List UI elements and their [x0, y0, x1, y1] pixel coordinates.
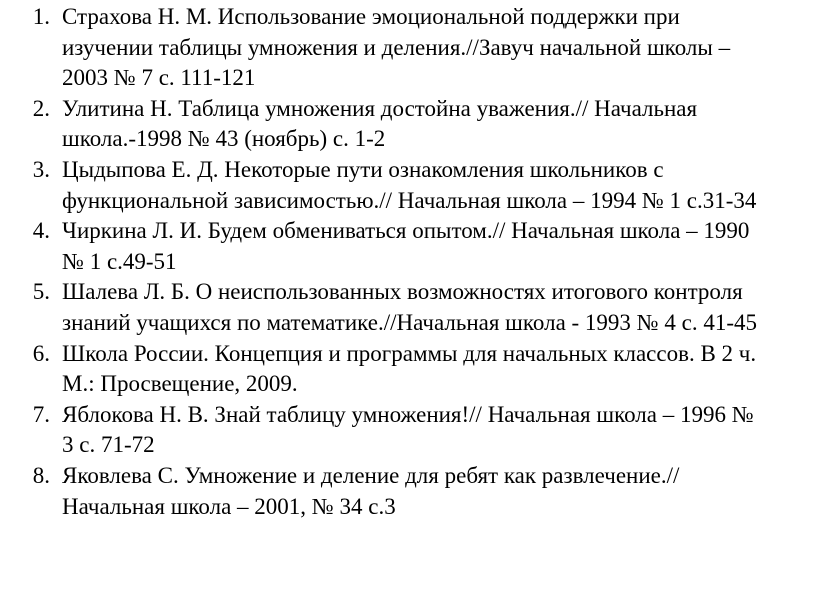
- reference-text-line: Страхова Н. М. Использование эмоциональной поддержки при: [62, 4, 680, 29]
- reference-text-line: знаний учащихся по математике.//Начальная школа - 1993 № 4 с. 41-45: [62, 309, 757, 335]
- reference-number: 7.: [32, 401, 50, 427]
- reference-text-line: Улитина Н. Таблица умножения достойна уважения.// Начальная: [62, 95, 698, 121]
- reference-number: 6.: [32, 340, 50, 366]
- reference-number: 8.: [32, 462, 50, 488]
- reference-text-line: школа.-1998 № 43 (ноябрь) с. 1-2: [62, 126, 386, 152]
- reference-text-line: М.: Просвещение, 2009.: [62, 371, 298, 397]
- reference-text-line: 3 с. 71-72: [62, 432, 155, 458]
- reference-item: [20, 94, 816, 155]
- reference-number: 5.: [32, 279, 50, 305]
- reference-item: [20, 461, 816, 522]
- reference-number: 1.: [32, 4, 50, 29]
- reference-number: 4.: [32, 218, 50, 244]
- reference-text-line: Шалева Л. Б. О неиспользованных возможностях итогового контроля: [62, 279, 743, 305]
- reference-text-line: Начальная школа – 2001, № 34 с.3: [62, 493, 396, 519]
- reference-item: [20, 216, 816, 277]
- reference-text-line: Яблокова Н. В. Знай таблицу умножения!// Начальная школа – 1996 №: [62, 401, 754, 427]
- reference-text-line: Яковлева С. Умножение и деление для ребят как развлечение.//: [62, 462, 680, 488]
- reference-item: [20, 277, 816, 338]
- reference-text-line: Чиркина Л. И. Будем обмениваться опытом.// Начальная школа – 1990: [62, 218, 750, 244]
- reference-item: [20, 400, 816, 461]
- reference-item: [20, 155, 816, 216]
- reference-text-line: 2003 № 7 с. 111-121: [62, 65, 256, 91]
- reference-text-line: Школа России. Концепция и программы для начальных классов. В 2 ч.: [62, 340, 757, 366]
- reference-text-line: функциональной зависимостью.// Начальная школа – 1994 № 1 с.31-34: [62, 187, 757, 213]
- reference-item: [20, 339, 816, 400]
- reference-text-line: Цыдыпова Е. Д. Некоторые пути ознакомления школьников с: [62, 156, 664, 182]
- reference-list: [20, 2, 816, 522]
- reference-item: [20, 2, 816, 94]
- reference-text-line: изучении таблицы умножения и деления.//Завуч начальной школы –: [62, 34, 731, 60]
- reference-number: 3.: [32, 156, 50, 182]
- reference-number: 2.: [32, 95, 50, 121]
- reference-text-line: № 1 с.49-51: [62, 248, 177, 274]
